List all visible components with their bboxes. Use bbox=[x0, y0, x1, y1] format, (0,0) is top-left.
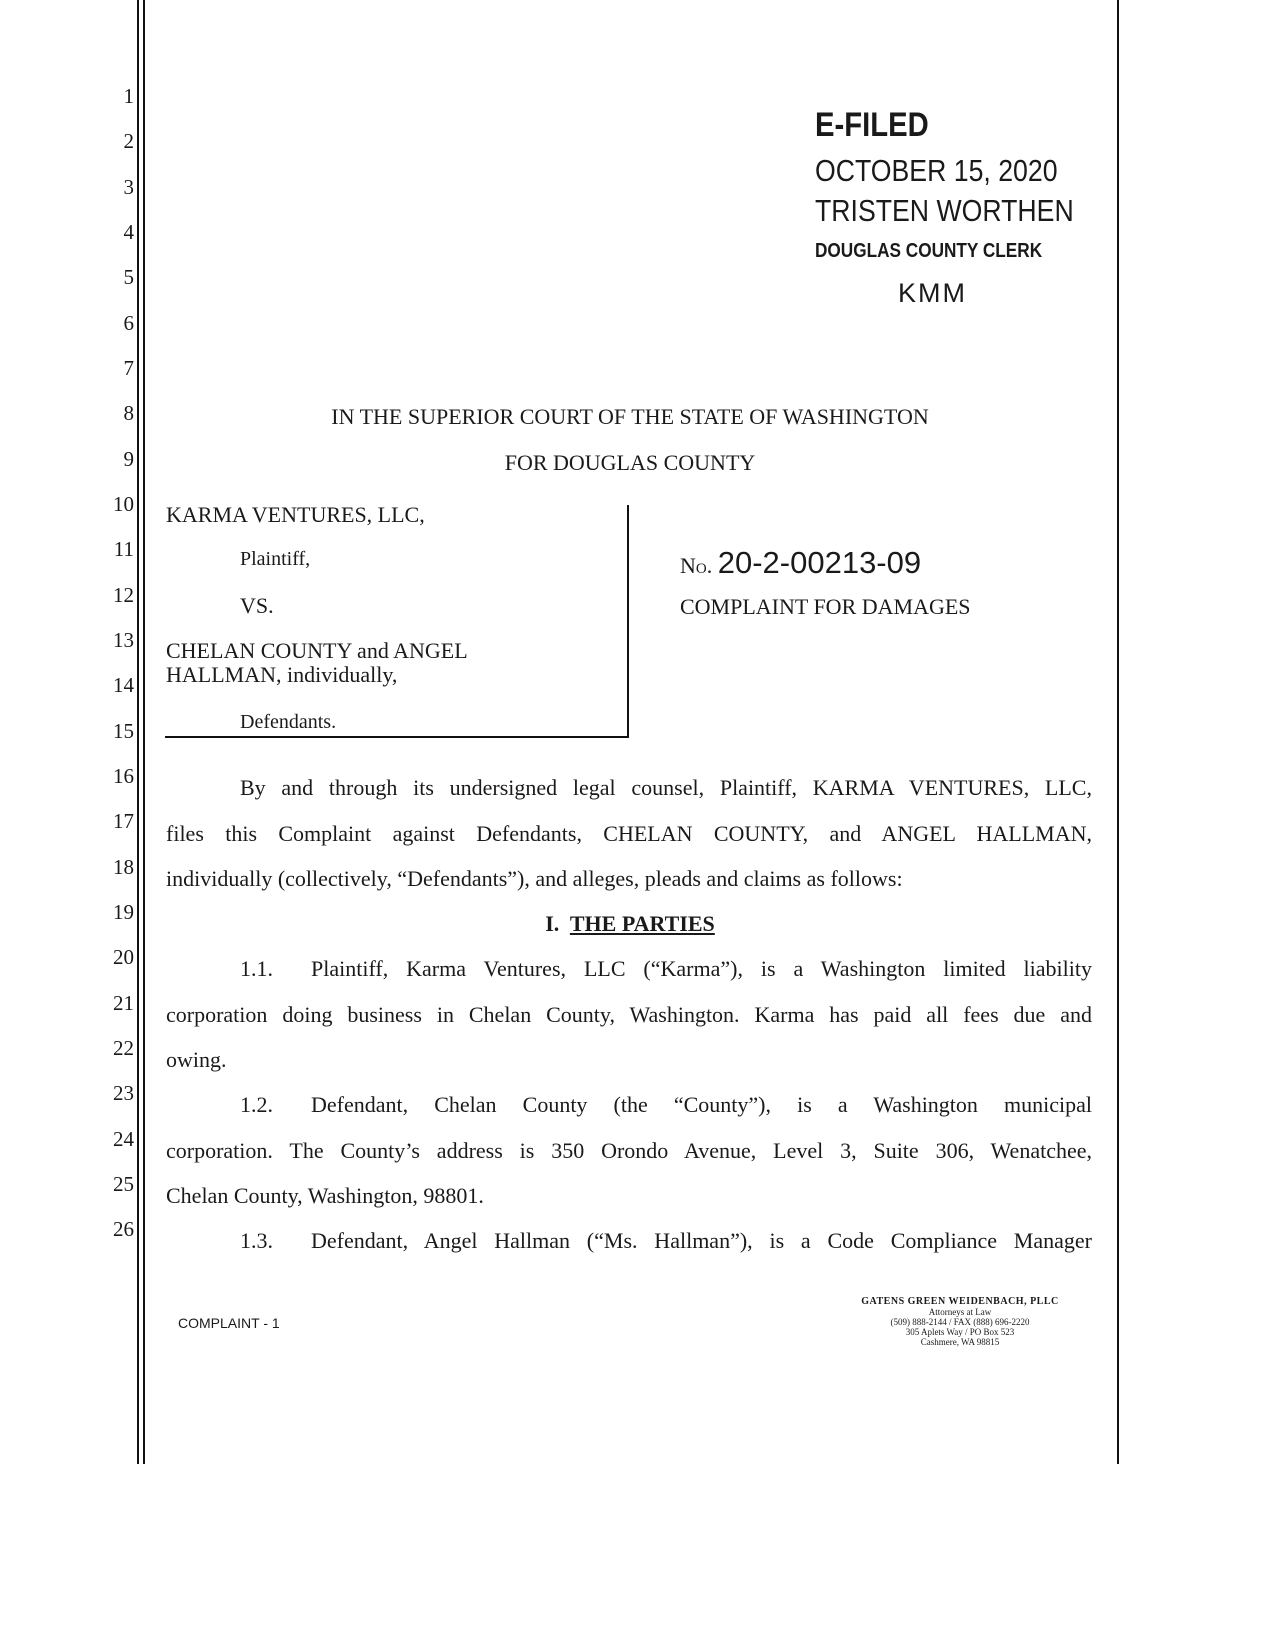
line-number: 9 bbox=[123, 447, 134, 471]
case-number-label: No. bbox=[680, 553, 713, 578]
line-number: 24 bbox=[113, 1127, 134, 1151]
line-number: 15 bbox=[113, 719, 134, 743]
line-number: 1 bbox=[123, 84, 134, 108]
line-number: 14 bbox=[113, 673, 134, 697]
line-number: 20 bbox=[113, 945, 134, 969]
defendant-name-line2: HALLMAN, individually, bbox=[166, 662, 398, 687]
line-number: 25 bbox=[113, 1172, 134, 1196]
case-number bbox=[680, 547, 921, 578]
footer-firm-line: (509) 888-2144 / FAX (888) 696-2220 bbox=[890, 1317, 1030, 1327]
versus: VS. bbox=[240, 593, 274, 618]
line-number: 7 bbox=[123, 356, 134, 380]
defendant-role: Defendants. bbox=[240, 711, 337, 733]
line-number: 21 bbox=[113, 991, 134, 1015]
caption-divider bbox=[627, 505, 629, 737]
intro-line3: individually (collectively, “Defendants”), and alleges, pleads and claims as follows: bbox=[166, 866, 903, 891]
plaintiff-role: Plaintiff, bbox=[240, 548, 311, 570]
paragraph-1-2-line3: Chelan County, Washington, 98801. bbox=[166, 1183, 484, 1208]
efiled-stamp-clerk: TRISTEN WORTHEN bbox=[815, 193, 1074, 228]
right-margin-rule bbox=[1117, 0, 1119, 1464]
efiled-stamp-title: E-FILED bbox=[815, 106, 929, 144]
line-number: 22 bbox=[113, 1036, 134, 1060]
intro-line1: By and through its undersigned legal counsel, Plaintiff, KARMA VENTURES, LLC, bbox=[240, 775, 1092, 800]
paragraph-1-2-line1: Defendant, Chelan County (the “County”), is a Washington municipal bbox=[311, 1092, 1092, 1117]
line-number: 8 bbox=[123, 401, 134, 425]
paragraph-number: 1.2. bbox=[240, 1092, 273, 1117]
line-number: 18 bbox=[113, 855, 134, 879]
document-title: COMPLAINT FOR DAMAGES bbox=[680, 594, 971, 619]
left-margin-rule bbox=[137, 0, 139, 1464]
caption-underline bbox=[165, 736, 629, 738]
line-number: 4 bbox=[123, 220, 134, 244]
paragraph-1-1-line3: owing. bbox=[166, 1047, 227, 1072]
court-heading-line1: IN THE SUPERIOR COURT OF THE STATE OF WASHINGTON bbox=[331, 404, 929, 429]
footer-firm-line: Attorneys at Law bbox=[928, 1307, 992, 1317]
intro-line2: files this Complaint against Defendants, CHELAN COUNTY, and ANGEL HALLMAN, bbox=[166, 821, 1092, 846]
line-number: 2 bbox=[123, 129, 134, 153]
line-number: 6 bbox=[123, 311, 134, 335]
footer-firm-name: GATENS GREEN WEIDENBACH, PLLC bbox=[861, 1296, 1059, 1307]
section-number: I. bbox=[545, 911, 560, 936]
case-number-value: 20-2-00213-09 bbox=[717, 545, 922, 580]
efiled-stamp-county-clerk: DOUGLAS COUNTY CLERK bbox=[815, 240, 1043, 262]
paragraph-1-3-line1: Defendant, Angel Hallman (“Ms. Hallman”), is a Code Compliance Manager bbox=[311, 1228, 1092, 1253]
line-number: 12 bbox=[113, 583, 134, 607]
paragraph-number: 1.3. bbox=[240, 1228, 273, 1253]
line-number: 11 bbox=[113, 537, 134, 561]
paragraph-number: 1.1. bbox=[240, 956, 273, 981]
section-title: THE PARTIES bbox=[569, 911, 715, 936]
efiled-stamp-date: OCTOBER 15, 2020 bbox=[815, 153, 1058, 188]
defendant-name-line1: CHELAN COUNTY and ANGEL bbox=[166, 638, 468, 663]
line-number: 16 bbox=[113, 764, 134, 788]
line-number: 10 bbox=[113, 492, 134, 516]
court-heading-line2: FOR DOUGLAS COUNTY bbox=[504, 450, 756, 475]
line-number: 13 bbox=[113, 628, 134, 652]
line-number: 3 bbox=[123, 175, 134, 199]
line-number: 19 bbox=[113, 900, 134, 924]
paragraph-1-1-line1: Plaintiff, Karma Ventures, LLC (“Karma”), is a Washington limited liability bbox=[311, 956, 1092, 981]
left-margin-rule bbox=[143, 0, 145, 1464]
paragraph-1-1-line2: corporation doing business in Chelan County, Washington. Karma has paid all fees due and bbox=[166, 1002, 1092, 1027]
section-heading bbox=[160, 913, 1100, 935]
efiled-stamp-initials: KMM bbox=[898, 278, 967, 308]
plaintiff-name: KARMA VENTURES, LLC, bbox=[166, 502, 425, 527]
paragraph-1-2-line2: corporation. The County’s address is 350 Orondo Avenue, Level 3, Suite 306, Wenatchee, bbox=[166, 1138, 1092, 1163]
line-number: 23 bbox=[113, 1081, 134, 1105]
footer-firm-line: Cashmere, WA 98815 bbox=[920, 1337, 1000, 1347]
line-number: 17 bbox=[113, 809, 134, 833]
line-number: 5 bbox=[123, 265, 134, 289]
footer-firm-block bbox=[840, 1297, 1080, 1347]
line-number: 26 bbox=[113, 1217, 134, 1241]
footer-firm-line: 305 Aplets Way / PO Box 523 bbox=[905, 1327, 1015, 1337]
footer-page-label: COMPLAINT - 1 bbox=[178, 1315, 280, 1331]
